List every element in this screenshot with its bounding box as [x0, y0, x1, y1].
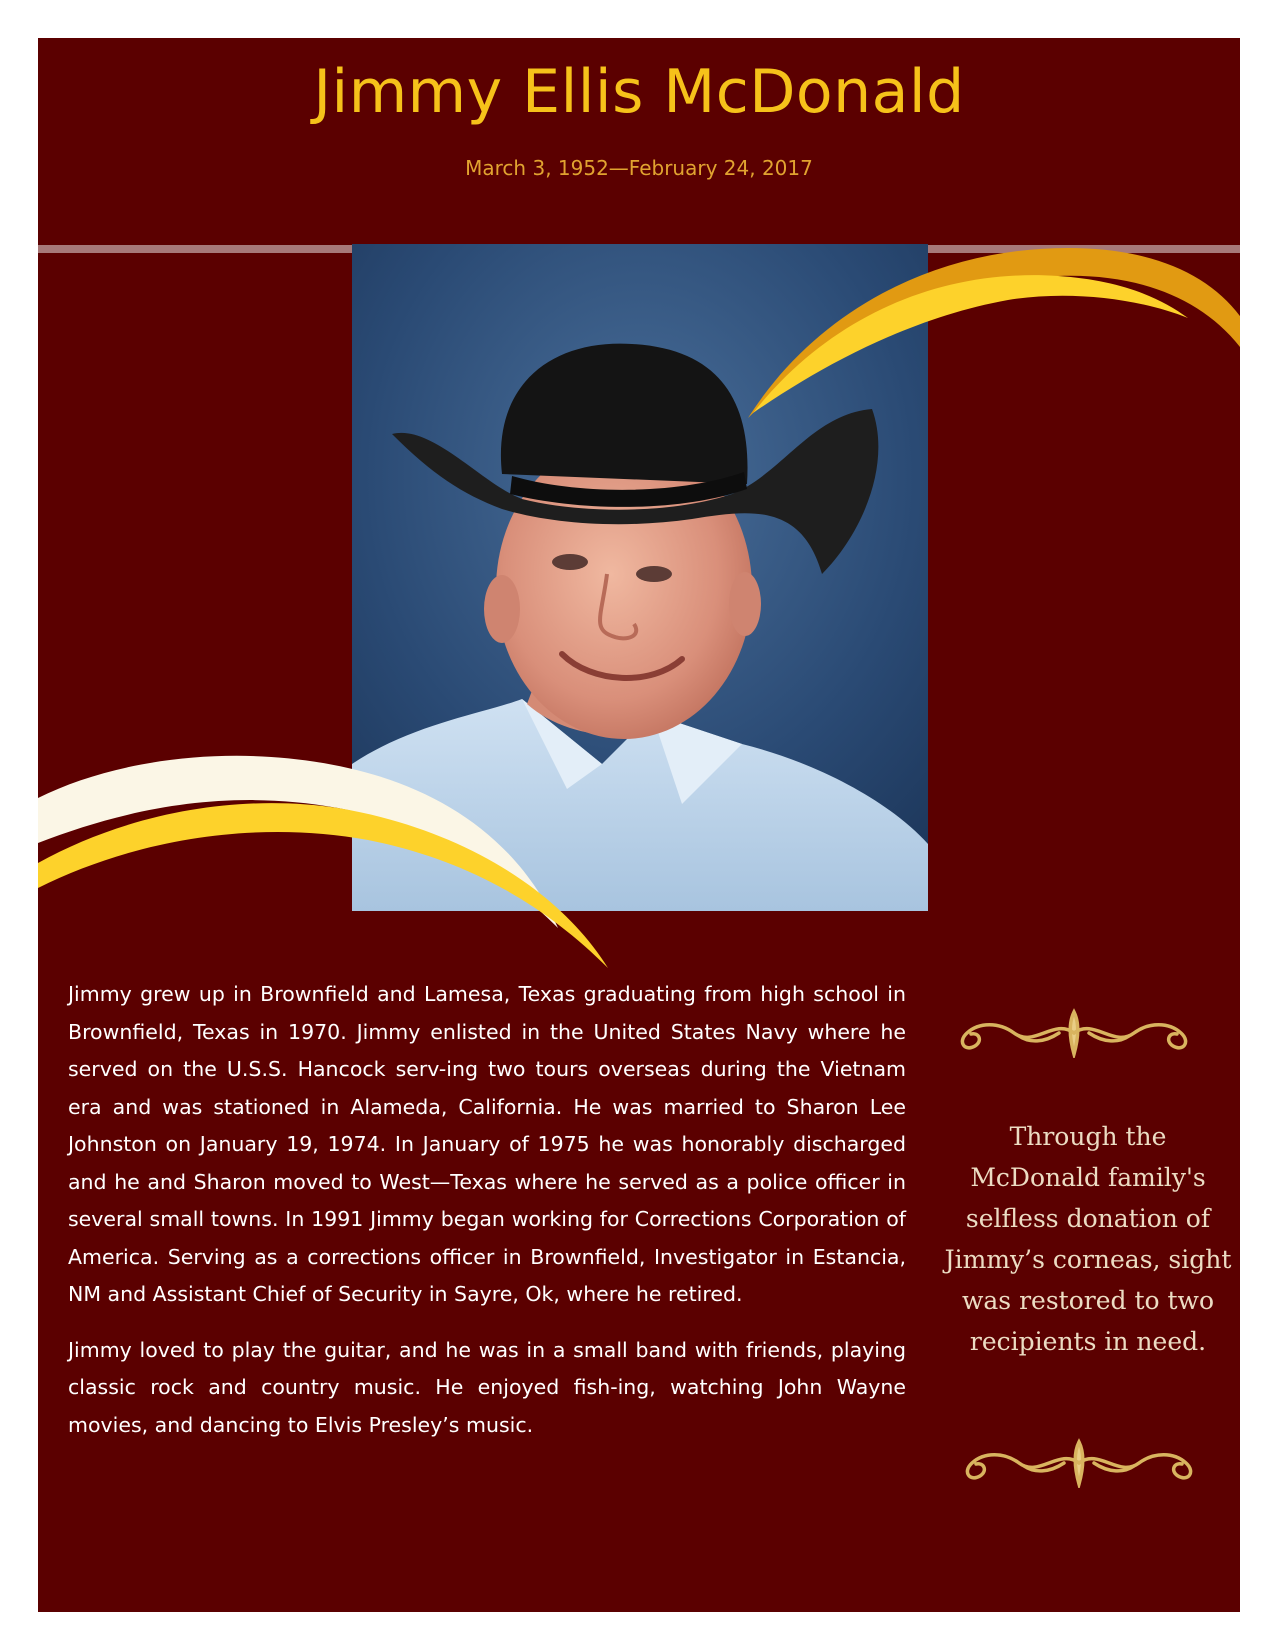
memorial-panel	[38, 38, 1240, 1612]
cream-swoosh-left	[38, 728, 658, 978]
cornea-donation-tribute: Through the McDonald family's selfless donation of Jimmy’s corneas, sight was restored to two recipients in need.	[944, 1122, 1232, 1356]
page-title: Jimmy Ellis McDonald	[313, 57, 965, 127]
life-dates: March 3, 1952—February 24, 2017	[465, 156, 813, 180]
biography-paragraph: Jimmy grew up in Brownfield and Lamesa, Texas graduating from high school in Brownfield, Texas in 1970. Jimmy enlisted in the United States Navy where he served on the U.S.S. Hancock serv-ing two tours overseas during the Vietnam era and was stationed in Alameda, California. He was married to Sharon Lee Johnston on January 19, 1974. In January of 1975 he was honorably discharged and he and Sharon moved to West—Texas where he served as a police officer in several small towns. In 1991 Jimmy began working for Corrections Corporation of America. Serving as a corrections officer in Brownfield, Investigator in Estancia, NM and Assistant Chief of Security in Sayre, Ok, where he retired.	[68, 982, 906, 1306]
gold-scroll-ornament-icon	[954, 1438, 1204, 1488]
gold-scroll-ornament-icon	[949, 1008, 1199, 1058]
biography	[68, 976, 906, 1462]
biography-paragraph: Jimmy loved to play the guitar, and he was in a small band with friends, playing classic rock and country music. He enjoyed fish-ing, watching John Wayne movies, and dancing to Elvis Presley’s music.	[68, 1337, 906, 1437]
gold-swoosh-top	[738, 218, 1240, 438]
